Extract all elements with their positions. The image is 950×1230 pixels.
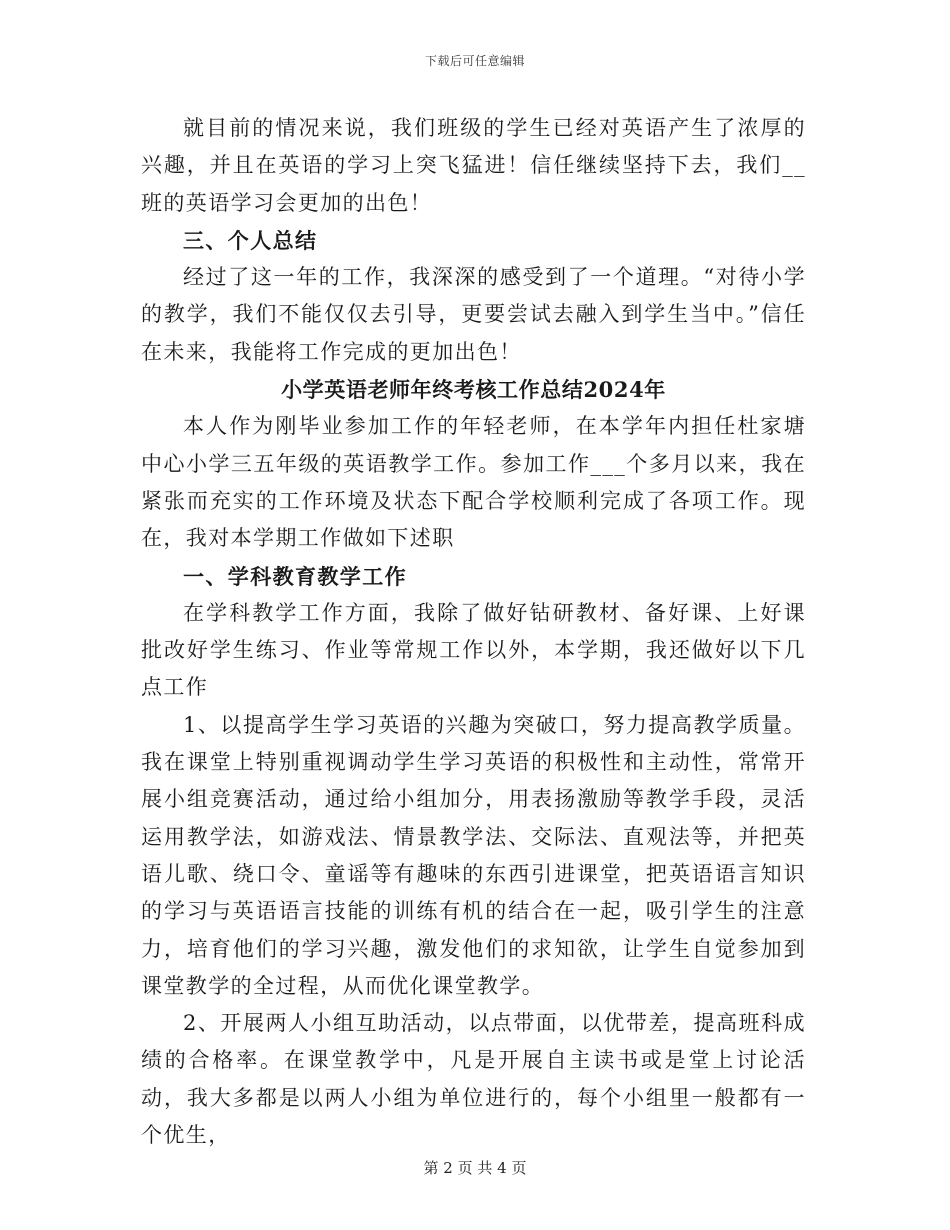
section-heading-teaching-work: 一、学科教育教学工作	[183, 563, 407, 589]
paragraph-personal-summary: 经过了这一年的工作，我深深的感受到了一个道理。“对待小学的教学，我们不能仅仅去引导，更要尝试去融入到学生当中。”信任在未来，我能将工作完成的更加出色！	[141, 265, 806, 364]
document-body	[141, 110, 806, 1154]
paragraph-class-progress: 就目前的情况来说，我们班级的学生已经对英语产生了浓厚的兴趣，并且在英语的学习上突飞猛进！信任继续坚持下去，我们__班的英语学习会更加的出色！	[141, 116, 806, 215]
paragraph-introduction: 本人作为刚毕业参加工作的年轻老师，在本学年内担任杜家塘中心小学三五年级的英语教学工作。参加工作___个多月以来，我在紧张而充实的工作环境及状态下配合学校顺利完成了各项工作。现在，我对本学期工作做如下述职	[141, 414, 806, 551]
paragraph-teaching-work: 在学科教学工作方面，我除了做好钻研教材、备好课、上好课批改好学生练习、作业等常规工作以外，本学期，我还做好以下几点工作	[141, 600, 806, 700]
section-heading-personal-summary: 三、个人总结	[183, 227, 318, 253]
document-title: 小学英语老师年终考核工作总结2024年	[281, 377, 666, 403]
page-number: 第 2 页 共 4 页	[423, 1159, 527, 1177]
paragraph-point-1: 1、以提高学生学习英语的兴趣为突破口，努力提高教学质量。我在课堂上特别重视调动学生学习英语的积极性和主动性，常常开展小组竞赛活动，通过给小组加分，用表扬激励等教学手段，灵活运用教学法，如游戏法、情景教学法、交际法、直观法等，并把英语儿歌、绕口令、童谣等有趣味的东西引进课堂，把英语语言知识的学习与英语语言技能的训练有机的结合在一起，吸引学生的注意力，培育他们的学习兴趣，激发他们的求知欲，让学生自觉参加到课堂教学的全过程，从而优化课堂教学。	[141, 712, 806, 998]
paragraph-point-2: 2、开展两人小组互助活动，以点带面，以优带差，提高班科成绩的合格率。在课堂教学中，凡是开展自主读书或是堂上讨论活动，我大多都是以两人小组为单位进行的，每个小组里一般都有一个优生，	[141, 1011, 806, 1148]
page-header: 下载后可任意编辑	[424, 54, 525, 68]
